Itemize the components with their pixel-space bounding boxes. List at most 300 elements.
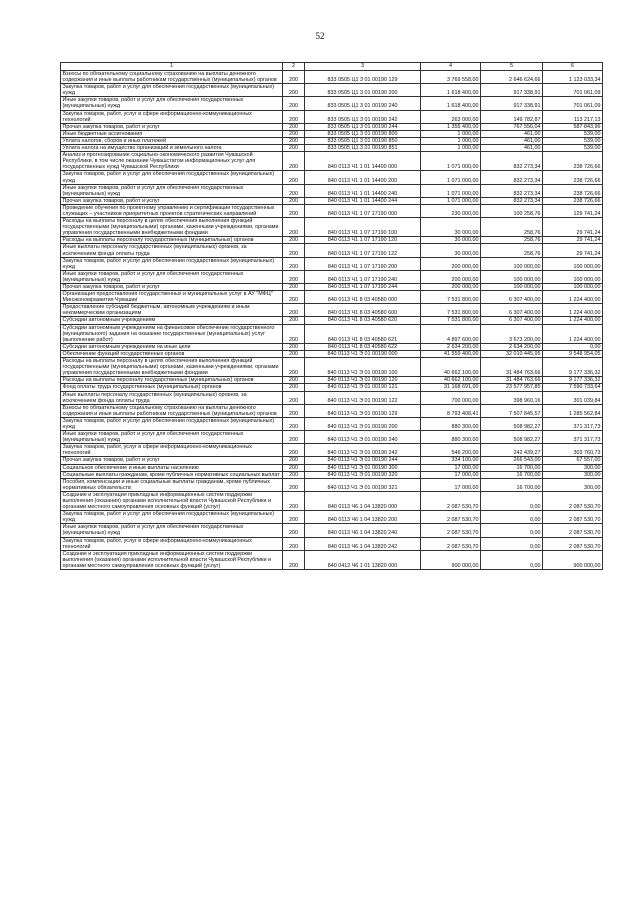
budget-execution-table bbox=[60, 62, 603, 570]
row-unexecuted-cell: 1 224 400,00 bbox=[543, 304, 603, 317]
row-budget-code-cell: 840 0113 Ч1 8 03 40580 000 bbox=[305, 291, 421, 304]
row-line-code-cell: 200 bbox=[283, 145, 305, 152]
table-row bbox=[61, 130, 603, 137]
row-name-cell: Расходы на выплаты персоналу в целях обеспечения выполнения функций государственными (муниципальными) органами, казенными учреждениями, органами управления государственными внебюджетными фондами bbox=[61, 358, 283, 377]
row-executed-cell: 258,76 bbox=[481, 218, 543, 237]
row-line-code-cell: 200 bbox=[283, 391, 305, 404]
row-executed-cell: 2 646 624,66 bbox=[481, 71, 543, 84]
row-line-code-cell: 200 bbox=[283, 218, 305, 237]
row-budget-code-cell: 840 0113 Ч1 Э 01 00190 200 bbox=[305, 417, 421, 430]
table-row bbox=[61, 84, 603, 97]
row-approved-cell: 1 618 400,00 bbox=[421, 84, 481, 97]
row-approved-cell: 4 897 600,00 bbox=[421, 324, 481, 343]
column-header: 2 bbox=[283, 63, 305, 71]
row-executed-cell: 0,00 bbox=[481, 491, 543, 510]
table-row bbox=[61, 184, 603, 197]
row-budget-code-cell: 840 0113 Ч1 1 01 14400 200 bbox=[305, 171, 421, 184]
row-unexecuted-cell: 1 224 400,00 bbox=[543, 317, 603, 324]
row-approved-cell: 30 000,00 bbox=[421, 244, 481, 257]
column-header: 3 bbox=[305, 63, 421, 71]
row-name-cell: Прочая закупка товаров, работ и услуг bbox=[61, 123, 283, 130]
row-name-cell: Иные выплаты персоналу государственных (муниципальных) органов, за исключением фонда оплаты труда bbox=[61, 244, 283, 257]
row-executed-cell: 7 507 845,57 bbox=[481, 404, 543, 417]
row-name-cell: Взносы по обязательному социальному страхованию на выплаты денежного содержания и иные выплаты работникам государственных (муниципальных) органов bbox=[61, 404, 283, 417]
row-executed-cell: 100 000,00 bbox=[481, 257, 543, 270]
table-row bbox=[61, 444, 603, 457]
row-unexecuted-cell: 238 726,66 bbox=[543, 197, 603, 204]
row-line-code-cell: 200 bbox=[283, 197, 305, 204]
row-budget-code-cell: 833 0505 Ц1 3 01 00190 800 bbox=[305, 130, 421, 137]
row-approved-cell: 1 000,00 bbox=[421, 137, 481, 144]
row-executed-cell: 100 000,00 bbox=[481, 270, 543, 283]
row-executed-cell: 149 782,87 bbox=[481, 110, 543, 123]
row-executed-cell: 917 338,91 bbox=[481, 97, 543, 110]
row-unexecuted-cell: 371 317,73 bbox=[543, 417, 603, 430]
page-number: 52 bbox=[315, 31, 325, 41]
row-line-code-cell: 200 bbox=[283, 444, 305, 457]
row-name-cell: Закупка товаров, работ, услуг в сфере информационно-коммуникационных технологий bbox=[61, 444, 283, 457]
table-row bbox=[61, 284, 603, 291]
table-row bbox=[61, 511, 603, 524]
row-name-cell: Иные закупки товаров, работ и услуг для обеспечения государственных (муниципальных) нужд bbox=[61, 97, 283, 110]
row-unexecuted-cell: 29 741,24 bbox=[543, 244, 603, 257]
row-line-code-cell: 200 bbox=[283, 171, 305, 184]
row-unexecuted-cell: 1 285 562,84 bbox=[543, 404, 603, 417]
row-name-cell: Обеспечение функций государственных органов bbox=[61, 350, 283, 357]
row-approved-cell: 1 000,00 bbox=[421, 145, 481, 152]
row-budget-code-cell: 833 0505 Ц1 3 01 00190 850 bbox=[305, 137, 421, 144]
row-executed-cell: 266 543,00 bbox=[481, 457, 543, 464]
row-name-cell: Субсидии автономным учреждениям на иные цели bbox=[61, 343, 283, 350]
row-executed-cell: 767 556,04 bbox=[481, 123, 543, 130]
row-name-cell: Закупка товаров, работ и услуг для обеспечения государственных (муниципальных) нужд bbox=[61, 417, 283, 430]
row-unexecuted-cell: 301 039,84 bbox=[543, 391, 603, 404]
row-line-code-cell: 200 bbox=[283, 184, 305, 197]
row-unexecuted-cell: 67 557,00 bbox=[543, 457, 603, 464]
column-header: 6 bbox=[543, 63, 603, 71]
row-unexecuted-cell: 100 000,00 bbox=[543, 270, 603, 283]
table-row bbox=[61, 71, 603, 84]
row-unexecuted-cell: 9 548 954,05 bbox=[543, 350, 603, 357]
table-row bbox=[61, 471, 603, 478]
row-budget-code-cell: 840 0113 Ч1 Э 01 00190 244 bbox=[305, 457, 421, 464]
row-executed-cell: 16 700,00 bbox=[481, 464, 543, 471]
table-row bbox=[61, 171, 603, 184]
table-row bbox=[61, 457, 603, 464]
row-budget-code-cell: 833 0505 Ц1 3 01 00190 200 bbox=[305, 84, 421, 97]
row-budget-code-cell: 840 0113 Ч1 1 07 17190 122 bbox=[305, 244, 421, 257]
row-budget-code-cell: 840 0113 Ч1 1 07 17190 200 bbox=[305, 257, 421, 270]
row-executed-cell: 32 010 445,95 bbox=[481, 350, 543, 357]
row-line-code-cell: 200 bbox=[283, 377, 305, 384]
row-budget-code-cell: 840 0113 Ч1 Э 01 00190 240 bbox=[305, 431, 421, 444]
table-row bbox=[61, 491, 603, 510]
row-executed-cell: 461,00 bbox=[481, 137, 543, 144]
row-unexecuted-cell: 300,00 bbox=[543, 471, 603, 478]
row-name-cell: Иные выплаты персоналу государственных (муниципальных) органов, за исключением фонда оплаты труда bbox=[61, 391, 283, 404]
row-unexecuted-cell: 238 726,66 bbox=[543, 171, 603, 184]
row-name-cell: Иные закупки товаров, работ и услуг для обеспечения государственных (муниципальных) нужд bbox=[61, 184, 283, 197]
row-name-cell: Расходы на выплаты персоналу в целях обеспечения выполнения функций государственными (муниципальными) органами, казенными учреждениями, органами управления государственными внебюджетными фондами bbox=[61, 218, 283, 237]
row-line-code-cell: 200 bbox=[283, 524, 305, 537]
row-name-cell: Уплата налога на имущество организаций и земельного налога bbox=[61, 145, 283, 152]
row-unexecuted-cell: 129 741,24 bbox=[543, 204, 603, 217]
table-row bbox=[61, 291, 603, 304]
table-row bbox=[61, 257, 603, 270]
row-budget-code-cell: 833 0505 Ц1 3 01 00190 851 bbox=[305, 145, 421, 152]
row-line-code-cell: 200 bbox=[283, 84, 305, 97]
table-row bbox=[61, 304, 603, 317]
row-executed-cell: 100 000,00 bbox=[481, 284, 543, 291]
row-line-code-cell: 200 bbox=[283, 123, 305, 130]
table-row bbox=[61, 145, 603, 152]
row-approved-cell: 1 071 000,00 bbox=[421, 152, 481, 171]
row-name-cell: Анализ и прогнозирование социально-экономического развития Чувашской Республики, в том числе оказание Чувашстатом информационных услуг для государственных нужд Чувашской Республики bbox=[61, 152, 283, 171]
row-line-code-cell: 200 bbox=[283, 137, 305, 144]
table-row bbox=[61, 152, 603, 171]
row-unexecuted-cell: 371 317,73 bbox=[543, 431, 603, 444]
row-executed-cell: 6 307 400,00 bbox=[481, 317, 543, 324]
table-row bbox=[61, 123, 603, 130]
row-unexecuted-cell: 0,00 bbox=[543, 343, 603, 350]
row-budget-code-cell: 840 0113 Ч1 1 07 17190 120 bbox=[305, 237, 421, 244]
row-approved-cell: 30 000,00 bbox=[421, 237, 481, 244]
row-line-code-cell: 200 bbox=[283, 537, 305, 550]
row-executed-cell: 0,00 bbox=[481, 511, 543, 524]
row-approved-cell: 2 634 200,00 bbox=[421, 343, 481, 350]
row-line-code-cell: 200 bbox=[283, 291, 305, 304]
row-approved-cell: 17 000,00 bbox=[421, 464, 481, 471]
row-executed-cell: 461,00 bbox=[481, 145, 543, 152]
row-name-cell: Уплата налогов, сборов и иных платежей bbox=[61, 137, 283, 144]
row-line-code-cell: 200 bbox=[283, 350, 305, 357]
table-row bbox=[61, 537, 603, 550]
row-budget-code-cell: 840 0113 Ч1 Э 01 00190 129 bbox=[305, 404, 421, 417]
row-line-code-cell: 200 bbox=[283, 257, 305, 270]
column-header: 1 bbox=[61, 63, 283, 71]
row-line-code-cell: 200 bbox=[283, 204, 305, 217]
row-approved-cell: 263 000,00 bbox=[421, 110, 481, 123]
table-row bbox=[61, 324, 603, 343]
row-unexecuted-cell: 701 061,09 bbox=[543, 84, 603, 97]
row-budget-code-cell: 833 0505 Ц1 3 01 00190 242 bbox=[305, 110, 421, 123]
table-row bbox=[61, 97, 603, 110]
row-unexecuted-cell: 539,00 bbox=[543, 130, 603, 137]
row-approved-cell: 40 662 100,00 bbox=[421, 377, 481, 384]
table-row bbox=[61, 550, 603, 569]
row-line-code-cell: 200 bbox=[283, 417, 305, 430]
row-unexecuted-cell: 1 123 033,34 bbox=[543, 71, 603, 84]
table-row bbox=[61, 478, 603, 491]
row-approved-cell: 880 300,00 bbox=[421, 417, 481, 430]
row-unexecuted-cell: 701 061,09 bbox=[543, 97, 603, 110]
row-unexecuted-cell: 2 087 530,70 bbox=[543, 524, 603, 537]
row-executed-cell: 0,00 bbox=[481, 550, 543, 569]
row-approved-cell: 41 559 400,00 bbox=[421, 350, 481, 357]
row-budget-code-cell: 840 0113 Ч1 Э 01 00190 242 bbox=[305, 444, 421, 457]
column-header: 4 bbox=[421, 63, 481, 71]
row-line-code-cell: 200 bbox=[283, 130, 305, 137]
row-name-cell: Иные бюджетные ассигнования bbox=[61, 130, 283, 137]
table-row bbox=[61, 244, 603, 257]
table-row bbox=[61, 391, 603, 404]
table-row bbox=[61, 237, 603, 244]
row-line-code-cell: 200 bbox=[283, 284, 305, 291]
row-approved-cell: 1 618 400,00 bbox=[421, 97, 481, 110]
row-executed-cell: 31 484 763,66 bbox=[481, 358, 543, 377]
row-line-code-cell: 200 bbox=[283, 317, 305, 324]
row-name-cell: Организация предоставления государственных и муниципальных услуг в АУ "МФЦ" Минэкономразвития Чувашии bbox=[61, 291, 283, 304]
row-unexecuted-cell: 29 741,24 bbox=[543, 237, 603, 244]
row-budget-code-cell: 840 0113 Ч1 8 03 40580 600 bbox=[305, 304, 421, 317]
table-row bbox=[61, 431, 603, 444]
row-line-code-cell: 200 bbox=[283, 358, 305, 377]
row-unexecuted-cell: 2 087 530,70 bbox=[543, 511, 603, 524]
row-unexecuted-cell: 587 843,96 bbox=[543, 123, 603, 130]
row-budget-code-cell: 840 0113 Ч1 Э 01 00190 122 bbox=[305, 391, 421, 404]
row-approved-cell: 7 531 800,00 bbox=[421, 317, 481, 324]
row-unexecuted-cell: 2 087 530,70 bbox=[543, 491, 603, 510]
row-unexecuted-cell: 539,00 bbox=[543, 137, 603, 144]
row-name-cell: Проведение обучения по проектному управлению и сертификации государственных служащих – участников приоритетных проектов стратегических направлений bbox=[61, 204, 283, 217]
row-line-code-cell: 200 bbox=[283, 71, 305, 84]
row-unexecuted-cell: 539,00 bbox=[543, 145, 603, 152]
table-row bbox=[61, 404, 603, 417]
row-executed-cell: 31 484 763,66 bbox=[481, 377, 543, 384]
row-name-cell: Создание и эксплуатация прикладных информационных систем поддержки выполнения (оказания) органами исполнительной власти Чувашской Республики и органами местного самоуправления основных функций (услуг) bbox=[61, 550, 283, 569]
row-unexecuted-cell: 238 726,66 bbox=[543, 152, 603, 171]
row-unexecuted-cell: 300,00 bbox=[543, 478, 603, 491]
row-name-cell: Социальное обеспечение и иные выплаты населению bbox=[61, 464, 283, 471]
row-line-code-cell: 200 bbox=[283, 550, 305, 569]
row-executed-cell: 6 307 400,00 bbox=[481, 291, 543, 304]
row-name-cell: Субсидии автономным учреждениям на финансовое обеспечение государственного (муниципального) задания на оказание государственных (муниципальных) услуг (выполнение работ) bbox=[61, 324, 283, 343]
row-line-code-cell: 200 bbox=[283, 97, 305, 110]
row-budget-code-cell: 840 0113 Ч1 1 01 14400 244 bbox=[305, 197, 421, 204]
row-name-cell: Фонд оплаты труда государственных (муниципальных) органов bbox=[61, 384, 283, 391]
table-row bbox=[61, 317, 603, 324]
row-budget-code-cell: 840 0113 Ч1 1 07 17190 240 bbox=[305, 270, 421, 283]
row-executed-cell: 832 273,34 bbox=[481, 152, 543, 171]
table-header-row bbox=[61, 63, 603, 71]
row-approved-cell: 2 087 530,70 bbox=[421, 511, 481, 524]
row-unexecuted-cell: 7 590 733,64 bbox=[543, 384, 603, 391]
row-name-cell: Иные закупки товаров, работ и услуг для обеспечения государственных (муниципальных) нужд bbox=[61, 270, 283, 283]
column-header: 5 bbox=[481, 63, 543, 71]
row-executed-cell: 461,00 bbox=[481, 130, 543, 137]
row-budget-code-cell: 840 0113 Ч6 1 04 13820 242 bbox=[305, 537, 421, 550]
table-row bbox=[61, 270, 603, 283]
row-executed-cell: 3 673 200,00 bbox=[481, 324, 543, 343]
row-line-code-cell: 200 bbox=[283, 491, 305, 510]
row-approved-cell: 31 168 691,00 bbox=[421, 384, 481, 391]
table-row bbox=[61, 137, 603, 144]
row-unexecuted-cell: 1 224 400,00 bbox=[543, 324, 603, 343]
row-name-cell: Закупка товаров, работ и услуг для обеспечения государственных (муниципальных) нужд bbox=[61, 171, 283, 184]
row-line-code-cell: 200 bbox=[283, 464, 305, 471]
row-approved-cell: 7 531 800,00 bbox=[421, 291, 481, 304]
row-name-cell: Прочая закупка товаров, работ и услуг bbox=[61, 197, 283, 204]
row-unexecuted-cell: 300,00 bbox=[543, 464, 603, 471]
row-approved-cell: 200 000,00 bbox=[421, 270, 481, 283]
row-approved-cell: 200 000,00 bbox=[421, 284, 481, 291]
row-budget-code-cell: 840 0113 Ч1 Э 01 00190 121 bbox=[305, 384, 421, 391]
row-executed-cell: 508 982,27 bbox=[481, 417, 543, 430]
row-unexecuted-cell: 9 177 336,32 bbox=[543, 377, 603, 384]
row-budget-code-cell: 840 0113 Ч1 1 07 17190 244 bbox=[305, 284, 421, 291]
row-approved-cell: 546 200,00 bbox=[421, 444, 481, 457]
row-executed-cell: 508 982,27 bbox=[481, 431, 543, 444]
row-name-cell: Социальные выплаты гражданам, кроме публичных нормативных социальных выплат bbox=[61, 471, 283, 478]
row-name-cell: Закупка товаров, работ и услуг для обеспечения государственных (муниципальных) нужд bbox=[61, 511, 283, 524]
row-executed-cell: 100 258,76 bbox=[481, 204, 543, 217]
row-budget-code-cell: 840 0113 Ч6 1 04 13820 000 bbox=[305, 491, 421, 510]
row-approved-cell: 230 000,00 bbox=[421, 204, 481, 217]
row-executed-cell: 23 577 957,85 bbox=[481, 384, 543, 391]
row-approved-cell: 7 531 800,00 bbox=[421, 304, 481, 317]
row-approved-cell: 2 087 530,70 bbox=[421, 491, 481, 510]
row-name-cell: Иные закупки товаров, работ и услуг для обеспечения государственных (муниципальных) нужд bbox=[61, 431, 283, 444]
row-unexecuted-cell: 2 087 530,70 bbox=[543, 537, 603, 550]
row-approved-cell: 17 000,00 bbox=[421, 471, 481, 478]
row-line-code-cell: 200 bbox=[283, 152, 305, 171]
row-approved-cell: 17 000,00 bbox=[421, 478, 481, 491]
row-line-code-cell: 200 bbox=[283, 471, 305, 478]
row-executed-cell: 258,76 bbox=[481, 237, 543, 244]
row-approved-cell: 3 769 558,00 bbox=[421, 71, 481, 84]
row-line-code-cell: 200 bbox=[283, 324, 305, 343]
row-line-code-cell: 200 bbox=[283, 343, 305, 350]
table-body bbox=[61, 63, 603, 570]
row-line-code-cell: 200 bbox=[283, 431, 305, 444]
table-row bbox=[61, 197, 603, 204]
row-executed-cell: 258,76 bbox=[481, 244, 543, 257]
table-row bbox=[61, 358, 603, 377]
row-name-cell: Взносы по обязательному социальному страхованию на выплаты денежного содержания и иные выплаты работникам государственных (муниципальных) органов bbox=[61, 71, 283, 84]
row-executed-cell: 2 634 200,00 bbox=[481, 343, 543, 350]
table-row bbox=[61, 464, 603, 471]
row-line-code-cell: 200 bbox=[283, 244, 305, 257]
row-line-code-cell: 200 bbox=[283, 404, 305, 417]
row-budget-code-cell: 840 0113 Ч1 Э 01 00190 120 bbox=[305, 377, 421, 384]
row-unexecuted-cell: 100 000,00 bbox=[543, 257, 603, 270]
row-name-cell: Субсидии автономным учреждениям bbox=[61, 317, 283, 324]
row-name-cell: Пособия, компенсации и иные социальные выплаты гражданам, кроме публичных нормативных обязательств bbox=[61, 478, 283, 491]
row-name-cell: Закупка товаров, работ и услуг для обеспечения государственных (муниципальных) нужд bbox=[61, 257, 283, 270]
row-line-code-cell: 200 bbox=[283, 478, 305, 491]
table-row bbox=[61, 204, 603, 217]
table-row bbox=[61, 218, 603, 237]
row-name-cell: Закупка товаров, работ, услуг в сфере информационно-коммуникационных технологий bbox=[61, 537, 283, 550]
row-approved-cell: 200 000,00 bbox=[421, 257, 481, 270]
row-approved-cell: 40 662 100,00 bbox=[421, 358, 481, 377]
row-approved-cell: 700 000,00 bbox=[421, 391, 481, 404]
row-unexecuted-cell: 303 760,73 bbox=[543, 444, 603, 457]
row-budget-code-cell: 840 0412 Ч6 1 01 13820 000 bbox=[305, 550, 421, 569]
table-row bbox=[61, 384, 603, 391]
row-line-code-cell: 200 bbox=[283, 237, 305, 244]
row-approved-cell: 900 000,00 bbox=[421, 550, 481, 569]
row-name-cell: Закупка товаров, работ и услуг для обеспечения государственных (муниципальных) нужд bbox=[61, 84, 283, 97]
row-executed-cell: 832 273,34 bbox=[481, 197, 543, 204]
row-executed-cell: 917 338,91 bbox=[481, 84, 543, 97]
row-approved-cell: 334 100,00 bbox=[421, 457, 481, 464]
row-name-cell: Создание и эксплуатация прикладных информационных систем поддержки выполнения (оказания) органами исполнительной власти Чувашской Республики и органами местного самоуправления основных функций (услуг) bbox=[61, 491, 283, 510]
row-unexecuted-cell: 238 726,66 bbox=[543, 184, 603, 197]
row-unexecuted-cell: 100 000,00 bbox=[543, 284, 603, 291]
row-name-cell: Прочая закупка товаров, работ и услуг bbox=[61, 284, 283, 291]
row-name-cell: Прочая закупка товаров, работ и услуг bbox=[61, 457, 283, 464]
table-row bbox=[61, 417, 603, 430]
row-budget-code-cell: 840 0113 Ч1 Э 01 00190 100 bbox=[305, 358, 421, 377]
table-row bbox=[61, 110, 603, 123]
row-executed-cell: 0,00 bbox=[481, 524, 543, 537]
row-executed-cell: 398 960,16 bbox=[481, 391, 543, 404]
row-budget-code-cell: 840 0113 Ч6 1 04 13820 200 bbox=[305, 511, 421, 524]
row-line-code-cell: 200 bbox=[283, 384, 305, 391]
row-budget-code-cell: 840 0113 Ч1 1 07 17190 100 bbox=[305, 218, 421, 237]
row-executed-cell: 832 273,34 bbox=[481, 184, 543, 197]
row-budget-code-cell: 833 0505 Ц1 3 01 00190 240 bbox=[305, 97, 421, 110]
row-approved-cell: 30 000,00 bbox=[421, 218, 481, 237]
row-budget-code-cell: 833 0505 Ц1 3 01 00190 244 bbox=[305, 123, 421, 130]
row-name-cell: Иные закупки товаров, работ и услуг для обеспечения государственных (муниципальных) нужд bbox=[61, 524, 283, 537]
row-name-cell: Закупка товаров, работ, услуг в сфере информационно-коммуникационных технологий bbox=[61, 110, 283, 123]
row-executed-cell: 16 700,00 bbox=[481, 471, 543, 478]
table-row bbox=[61, 343, 603, 350]
row-unexecuted-cell: 9 177 336,32 bbox=[543, 358, 603, 377]
row-line-code-cell: 200 bbox=[283, 304, 305, 317]
row-line-code-cell: 200 bbox=[283, 270, 305, 283]
row-budget-code-cell: 840 0113 Ч1 Э 01 00190 300 bbox=[305, 464, 421, 471]
row-approved-cell: 8 793 408,41 bbox=[421, 404, 481, 417]
row-unexecuted-cell: 29 741,24 bbox=[543, 218, 603, 237]
row-line-code-cell: 200 bbox=[283, 511, 305, 524]
row-name-cell: Предоставление субсидий бюджетным, автономным учреждениям и иным некоммерческим организациям bbox=[61, 304, 283, 317]
row-executed-cell: 242 439,27 bbox=[481, 444, 543, 457]
row-approved-cell: 1 071 000,00 bbox=[421, 184, 481, 197]
row-executed-cell: 16 700,00 bbox=[481, 478, 543, 491]
row-approved-cell: 2 087 530,70 bbox=[421, 537, 481, 550]
row-unexecuted-cell: 900 000,00 bbox=[543, 550, 603, 569]
row-budget-code-cell: 840 0113 Ч1 1 01 14400 240 bbox=[305, 184, 421, 197]
row-budget-code-cell: 840 0113 Ч1 1 01 14400 000 bbox=[305, 152, 421, 171]
row-approved-cell: 1 071 000,00 bbox=[421, 197, 481, 204]
row-line-code-cell: 200 bbox=[283, 110, 305, 123]
row-approved-cell: 1 000,00 bbox=[421, 130, 481, 137]
row-name-cell: Расходы на выплаты персоналу государственных (муниципальных) органов bbox=[61, 377, 283, 384]
row-name-cell: Расходы на выплаты персоналу государственных (муниципальных) органов bbox=[61, 237, 283, 244]
row-budget-code-cell: 840 0113 Ч1 Э 01 00190 000 bbox=[305, 350, 421, 357]
row-budget-code-cell: 840 0113 Ч1 1 07 17190 000 bbox=[305, 204, 421, 217]
row-approved-cell: 1 071 000,00 bbox=[421, 171, 481, 184]
row-executed-cell: 0,00 bbox=[481, 537, 543, 550]
table-row bbox=[61, 524, 603, 537]
row-budget-code-cell: 840 0113 Ч1 8 03 40580 620 bbox=[305, 317, 421, 324]
row-budget-code-cell: 840 0113 Ч6 1 04 13820 240 bbox=[305, 524, 421, 537]
row-budget-code-cell: 840 0113 Ч1 8 03 40580 621 bbox=[305, 324, 421, 343]
row-approved-cell: 880 300,00 bbox=[421, 431, 481, 444]
row-unexecuted-cell: 1 224 400,00 bbox=[543, 291, 603, 304]
row-executed-cell: 832 273,34 bbox=[481, 171, 543, 184]
row-budget-code-cell: 840 0113 Ч1 Э 01 00190 320 bbox=[305, 471, 421, 478]
row-budget-code-cell: 833 0505 Ц1 3 01 00190 129 bbox=[305, 71, 421, 84]
row-approved-cell: 1 355 400,00 bbox=[421, 123, 481, 130]
row-line-code-cell: 200 bbox=[283, 457, 305, 464]
table-row bbox=[61, 377, 603, 384]
row-budget-code-cell: 840 0113 Ч1 Э 01 00190 321 bbox=[305, 478, 421, 491]
row-executed-cell: 6 307 400,00 bbox=[481, 304, 543, 317]
